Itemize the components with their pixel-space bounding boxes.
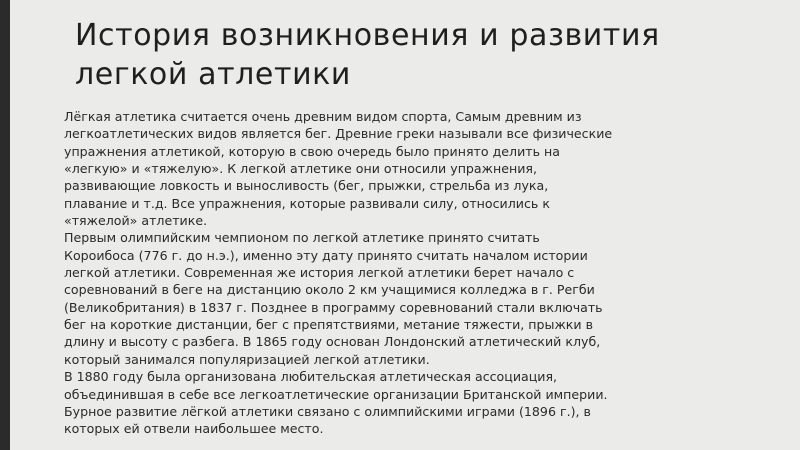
slide-title — [75, 16, 785, 94]
slide-title-line-1: История возникновения и развития — [75, 18, 660, 53]
slide-title-line-2: легкой атлетики — [75, 57, 351, 92]
slide-body-text: Лёгкая атлетика считается очень древним видом спорта, Самым древним из легкоатлетических видов является бег. Древние греки называли все физические упражнения атлетикой, которую в свою очередь было принято делить на «легкую» и «тяжелую». К легкой атлетике они относили упражнения, развивающие ловкость и выносливость (бег, прыжки, стрельба из лука, плавание и т.д. Все упражнения, которые развивали силу, относились к «тяжелой» атлетике. Первым олимпийским чемпионом по легкой атлетике принято считать Короибоса (776 г. до н.э.), именно эту дату принято считать началом истории легкой атлетики. Современная же история легкой атлетики берет начало с соревнований в беге на дистанцию около 2 км учащимися колледжа в г. Регби (Великобритания) в 1837 г. Позднее в программу соревнований стали включать бег на короткие дистанции, бег с препятствиями, метание тяжести, прыжки в длину и высоту с разбега. В 1865 году основан Лондонский атлетический клуб, который занимался популяризацией легкой атлетики. В 1880 году была организована любительская атлетическая ассоциация, объединившая в себе все легкоатлетические организации Британской империи. Бурное развитие лёгкой атлетики связано с олимпийскими играми (1896 г.), в которых ей отвели наибольшее место. — [64, 109, 613, 437]
accent-bar — [0, 0, 10, 450]
